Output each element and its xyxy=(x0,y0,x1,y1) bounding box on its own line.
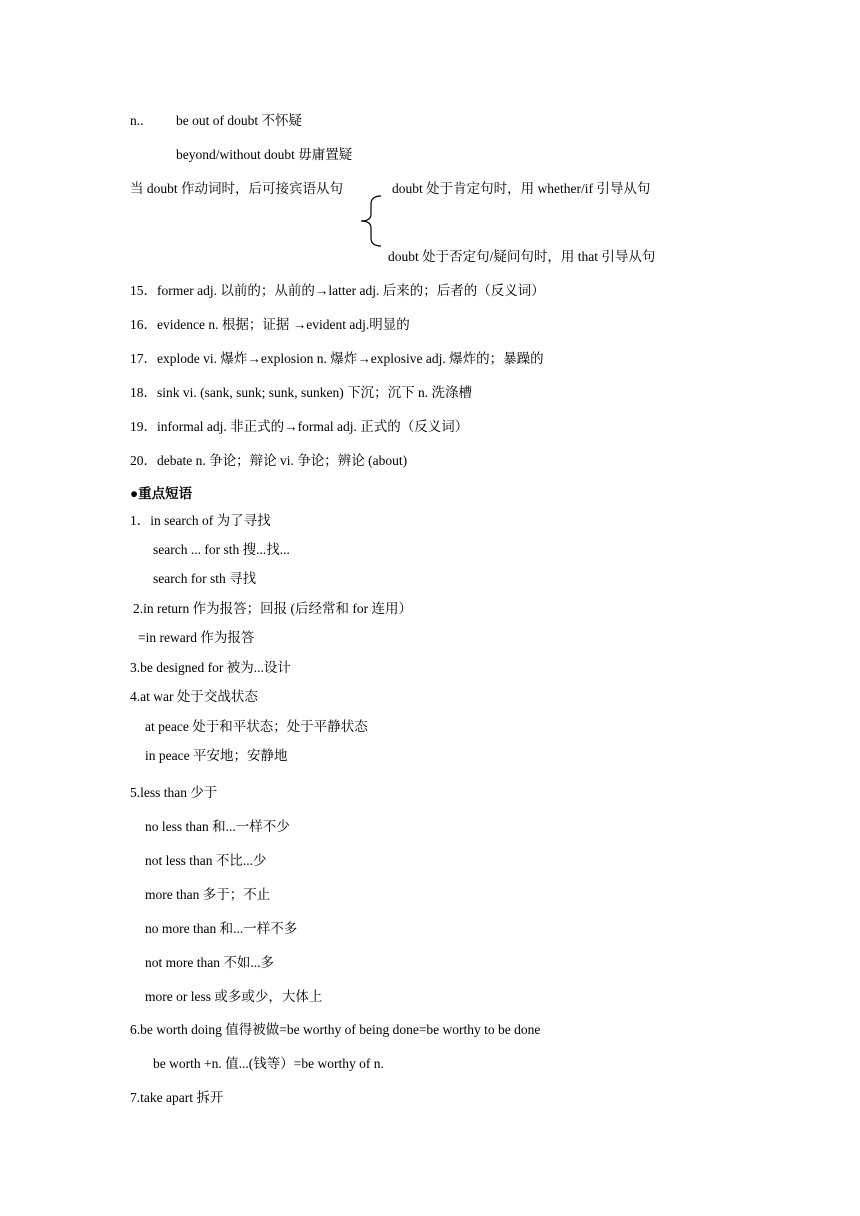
phrase-item: in peace 平安地；安静地 xyxy=(145,748,288,763)
doubt-noun-item: be out of doubt 不怀疑 xyxy=(176,113,302,128)
phrase-item: 1．in search of 为了寻找 xyxy=(130,513,271,528)
vocab-item: 15．former adj. 以前的；从前的→latter adj. 后来的；后者的（反义词） xyxy=(130,283,545,298)
phrase-item: no more than 和...一样不多 xyxy=(145,921,298,936)
phrase-item: search ... for sth 搜...找... xyxy=(153,542,290,557)
phrase-item: be worth +n. 值...(钱等）=be worthy of n. xyxy=(153,1056,384,1071)
vocab-item: 20．debate n. 争论；辩论 vi. 争论；辨论 (about) xyxy=(130,453,408,468)
phrase-item: search for sth 寻找 xyxy=(153,571,257,586)
vocab-item: 16．evidence n. 根据；证据 →evident adj.明显的 xyxy=(130,317,410,332)
vocab-item: 18．sink vi. (sank, sunk; sunk, sunken) 下沉；沉下 n. 洗涤槽 xyxy=(130,385,472,400)
doubt-verb-intro: 当 doubt 作动词时，后可接宾语从句 xyxy=(130,181,344,196)
phrase-item: 4.at war 处于交战状态 xyxy=(130,689,258,704)
vocab-item: 17．explode vi. 爆炸→explosion n. 爆炸→explosive adj. 爆炸的；暴躁的 xyxy=(130,351,544,366)
phrase-item: 7.take apart 拆开 xyxy=(130,1090,224,1105)
curly-brace-icon xyxy=(355,194,385,248)
phrase-item: at peace 处于和平状态；处于平静状态 xyxy=(145,719,368,734)
doubt-verb-branch: doubt 处于肯定句时，用 whether/if 引导从句 xyxy=(392,181,651,196)
phrase-item: 2.in return 作为报答；回报 (后经常和 for 连用） xyxy=(133,601,412,616)
phrase-item: 6.be worth doing 值得被做=be worthy of being done=be worthy to be done xyxy=(130,1022,541,1037)
section-heading: ●重点短语 xyxy=(130,486,193,501)
phrase-item: =in reward 作为报答 xyxy=(138,630,255,645)
phrase-item: more than 多于；不止 xyxy=(145,887,271,902)
vocab-item: 19．informal adj. 非正式的→formal adj. 正式的（反义词） xyxy=(130,419,469,434)
phrase-item: not more than 不如...多 xyxy=(145,955,274,970)
phrase-item: 3.be designed for 被为...设计 xyxy=(130,660,291,675)
phrase-item: not less than 不比...少 xyxy=(145,853,267,868)
phrase-item: 5.less than 少于 xyxy=(130,785,218,800)
phrase-item: more or less 或多或少，大体上 xyxy=(145,989,323,1004)
doubt-noun-label: n.. xyxy=(130,113,144,128)
doubt-noun-item: beyond/without doubt 毋庸置疑 xyxy=(176,147,353,162)
doubt-verb-branch: doubt 处于否定句/疑问句时，用 that 引导从句 xyxy=(388,249,656,264)
phrase-item: no less than 和...一样不少 xyxy=(145,819,290,834)
